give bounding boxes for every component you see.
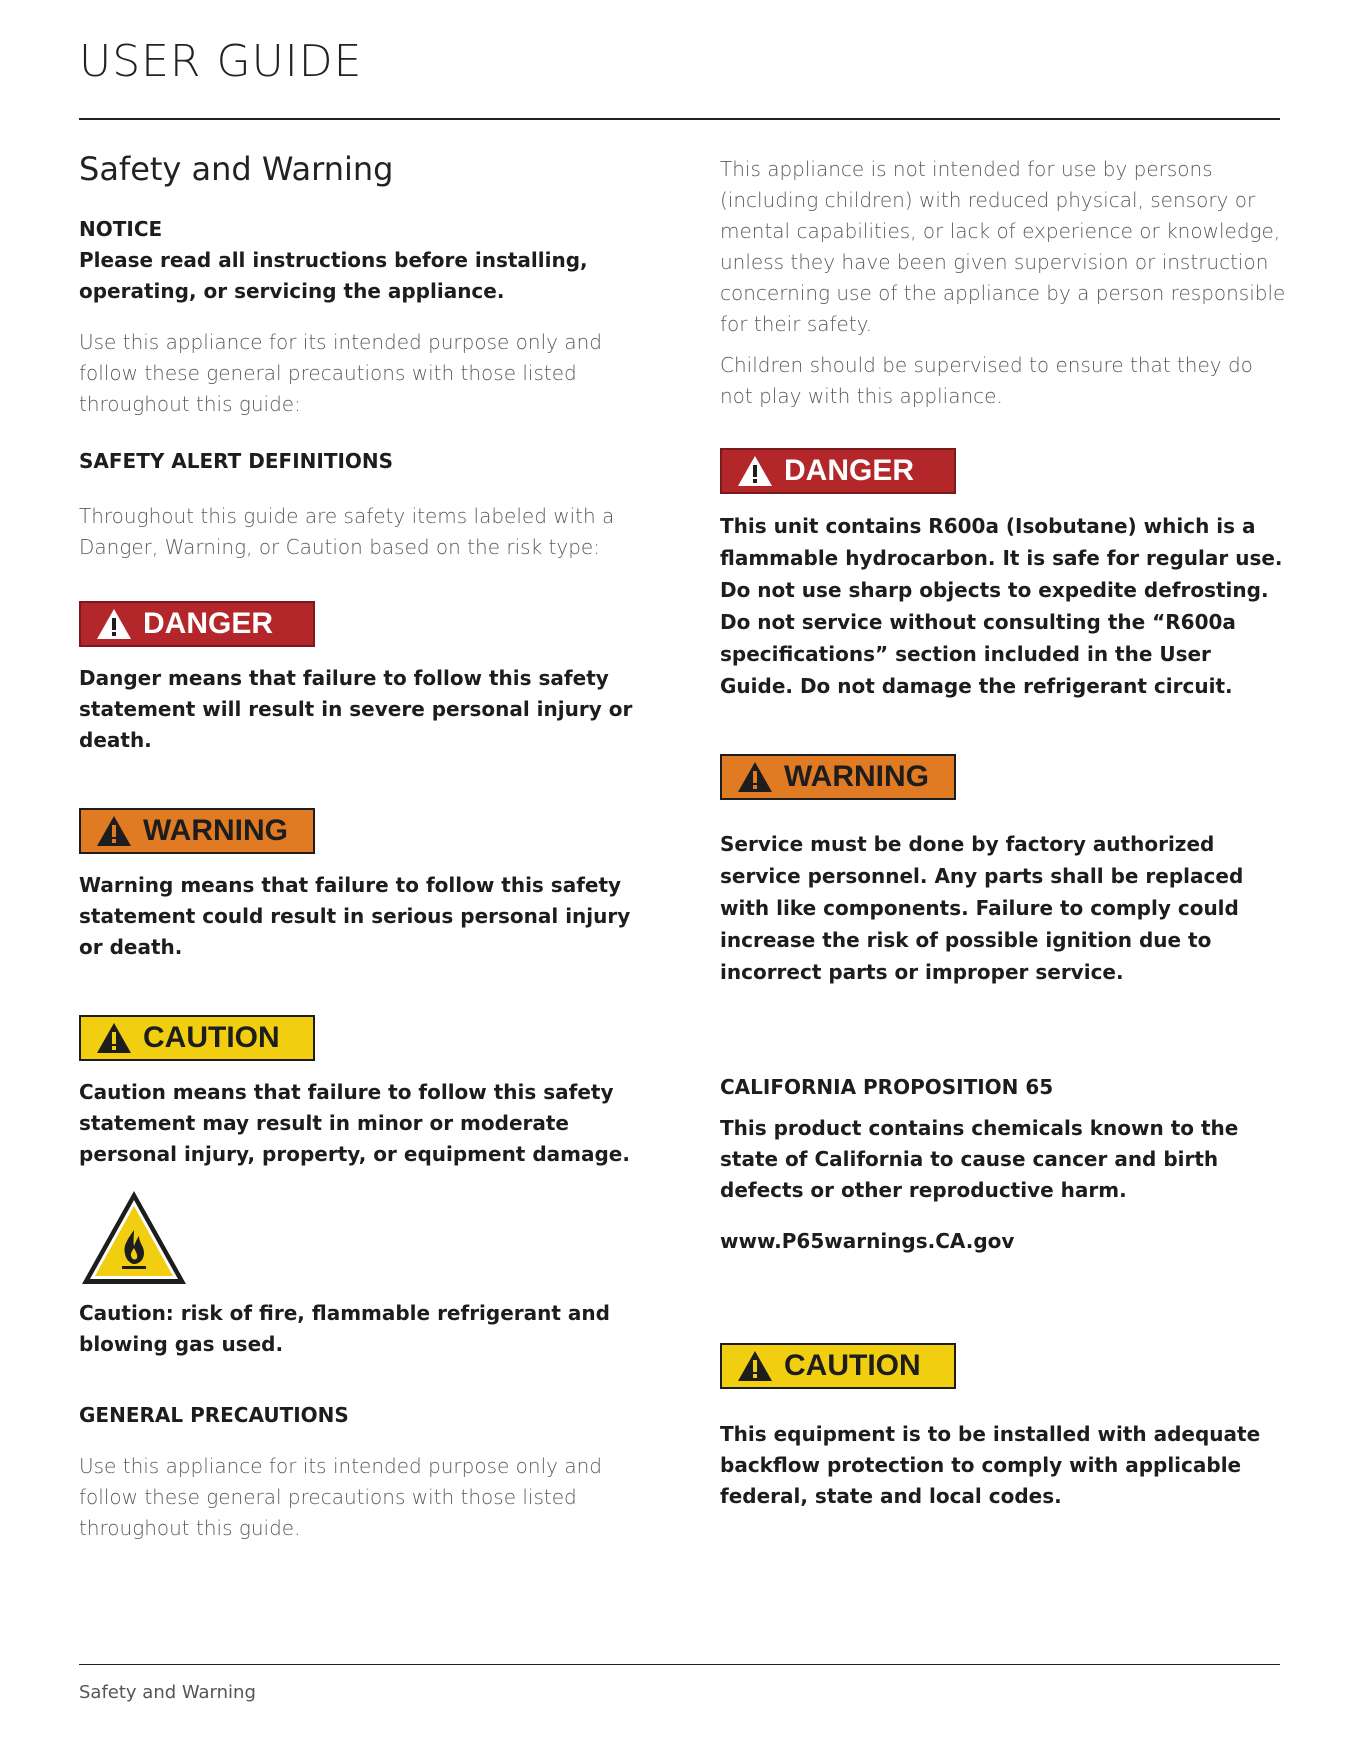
danger-badge-wrap xyxy=(79,601,639,647)
right-caution-badge-wrap xyxy=(720,1343,1290,1389)
warning-triangle-icon xyxy=(95,814,133,848)
caution-badge-label: CAUTION xyxy=(784,1349,921,1382)
page-header-title: USER GUIDE xyxy=(79,36,363,87)
header-divider xyxy=(79,118,1280,120)
danger-badge-label: DANGER xyxy=(143,607,274,640)
fire-risk-text: Caution: risk of fire, flammable refrigerant and blowing gas used. xyxy=(79,1301,610,1356)
right-column xyxy=(720,154,1290,1512)
warning-triangle-icon xyxy=(736,1349,774,1383)
caution-badge xyxy=(79,1015,315,1061)
warning-badge xyxy=(720,754,956,800)
general-precautions-text: Use this appliance for its intended purpose only and follow these general precautions with those listed throughout this guide. xyxy=(79,1454,602,1540)
children-notice: Children should be supervised to ensure that they do not play with this appliance. xyxy=(720,353,1253,408)
prop65-url: www.P65warnings.CA.gov xyxy=(720,1229,1015,1253)
caution-badge-label: CAUTION xyxy=(143,1021,280,1054)
right-warning-badge-wrap xyxy=(720,754,1290,800)
warning-definition: Warning means that failure to follow this safety statement could result in serious personal injury or death. xyxy=(79,873,631,959)
warning-badge-label: WARNING xyxy=(784,760,929,793)
intro-text: Use this appliance for its intended purpose only and follow these general precautions with those listed throughout this guide: xyxy=(79,330,602,416)
prop65-heading: CALIFORNIA PROPOSITION 65 xyxy=(720,1075,1054,1099)
section-title: Safety and Warning xyxy=(79,150,394,188)
danger-badge-label: DANGER xyxy=(784,454,915,487)
right-danger-badge-wrap xyxy=(720,448,1290,494)
flammable-icon-wrap xyxy=(79,1188,639,1288)
warning-badge-wrap xyxy=(79,808,639,854)
danger-badge xyxy=(79,601,315,647)
left-column xyxy=(79,150,639,1544)
notice-text: Please read all instructions before installing, operating, or servicing the appliance. xyxy=(79,248,588,303)
warning-triangle-icon xyxy=(95,607,133,641)
service-warning-text: Service must be done by factory authorized service personnel. Any parts shall be replaced with like components. Failure to comply could increase the risk of possible ignition due to incorrect parts or improper service. xyxy=(720,832,1244,984)
alert-definitions-text: Throughout this guide are safety items labeled with a Danger, Warning, or Caution based on the risk type: xyxy=(79,504,615,559)
r600a-danger-text: This unit contains R600a (Isobutane) which is a flammable hydrocarbon. It is safe for regular use. Do not use sharp objects to expedite defrosting. Do not service without consulting the “R600a specifications” section included in the User Guide. Do not damage the refrigerant circuit. xyxy=(720,514,1283,698)
warning-badge xyxy=(79,808,315,854)
footer-divider xyxy=(79,1664,1280,1665)
general-precautions-heading: GENERAL PRECAUTIONS xyxy=(79,1403,349,1427)
alert-definitions-heading: SAFETY ALERT DEFINITIONS xyxy=(79,449,394,473)
danger-definition: Danger means that failure to follow this safety statement will result in severe personal injury or death. xyxy=(79,666,633,752)
warning-badge-label: WARNING xyxy=(143,814,288,847)
backflow-caution-text: This equipment is to be installed with adequate backflow protection to comply with applicable federal, state and local codes. xyxy=(720,1422,1261,1508)
caution-badge-wrap xyxy=(79,1015,639,1061)
caution-badge xyxy=(720,1343,956,1389)
caution-definition: Caution means that failure to follow this safety statement may result in minor or moderate personal injury, property, or equipment damage. xyxy=(79,1080,630,1166)
prop65-text: This product contains chemicals known to the state of California to cause cancer and birth defects or other reproductive harm. xyxy=(720,1116,1239,1202)
notice-label: NOTICE xyxy=(79,217,163,241)
warning-triangle-icon xyxy=(95,1021,133,1055)
danger-badge xyxy=(720,448,956,494)
capability-notice: This appliance is not intended for use by persons (including children) with reduced physical, sensory or mental capabilities, or lack of experience or knowledge, unless they have been given supervision or instruction concerning use of the appliance by a person responsible for their safety. xyxy=(720,157,1286,336)
warning-triangle-icon xyxy=(736,454,774,488)
warning-triangle-icon xyxy=(736,760,774,794)
flammable-hazard-icon xyxy=(79,1188,189,1288)
footer-section-label: Safety and Warning xyxy=(79,1682,256,1703)
